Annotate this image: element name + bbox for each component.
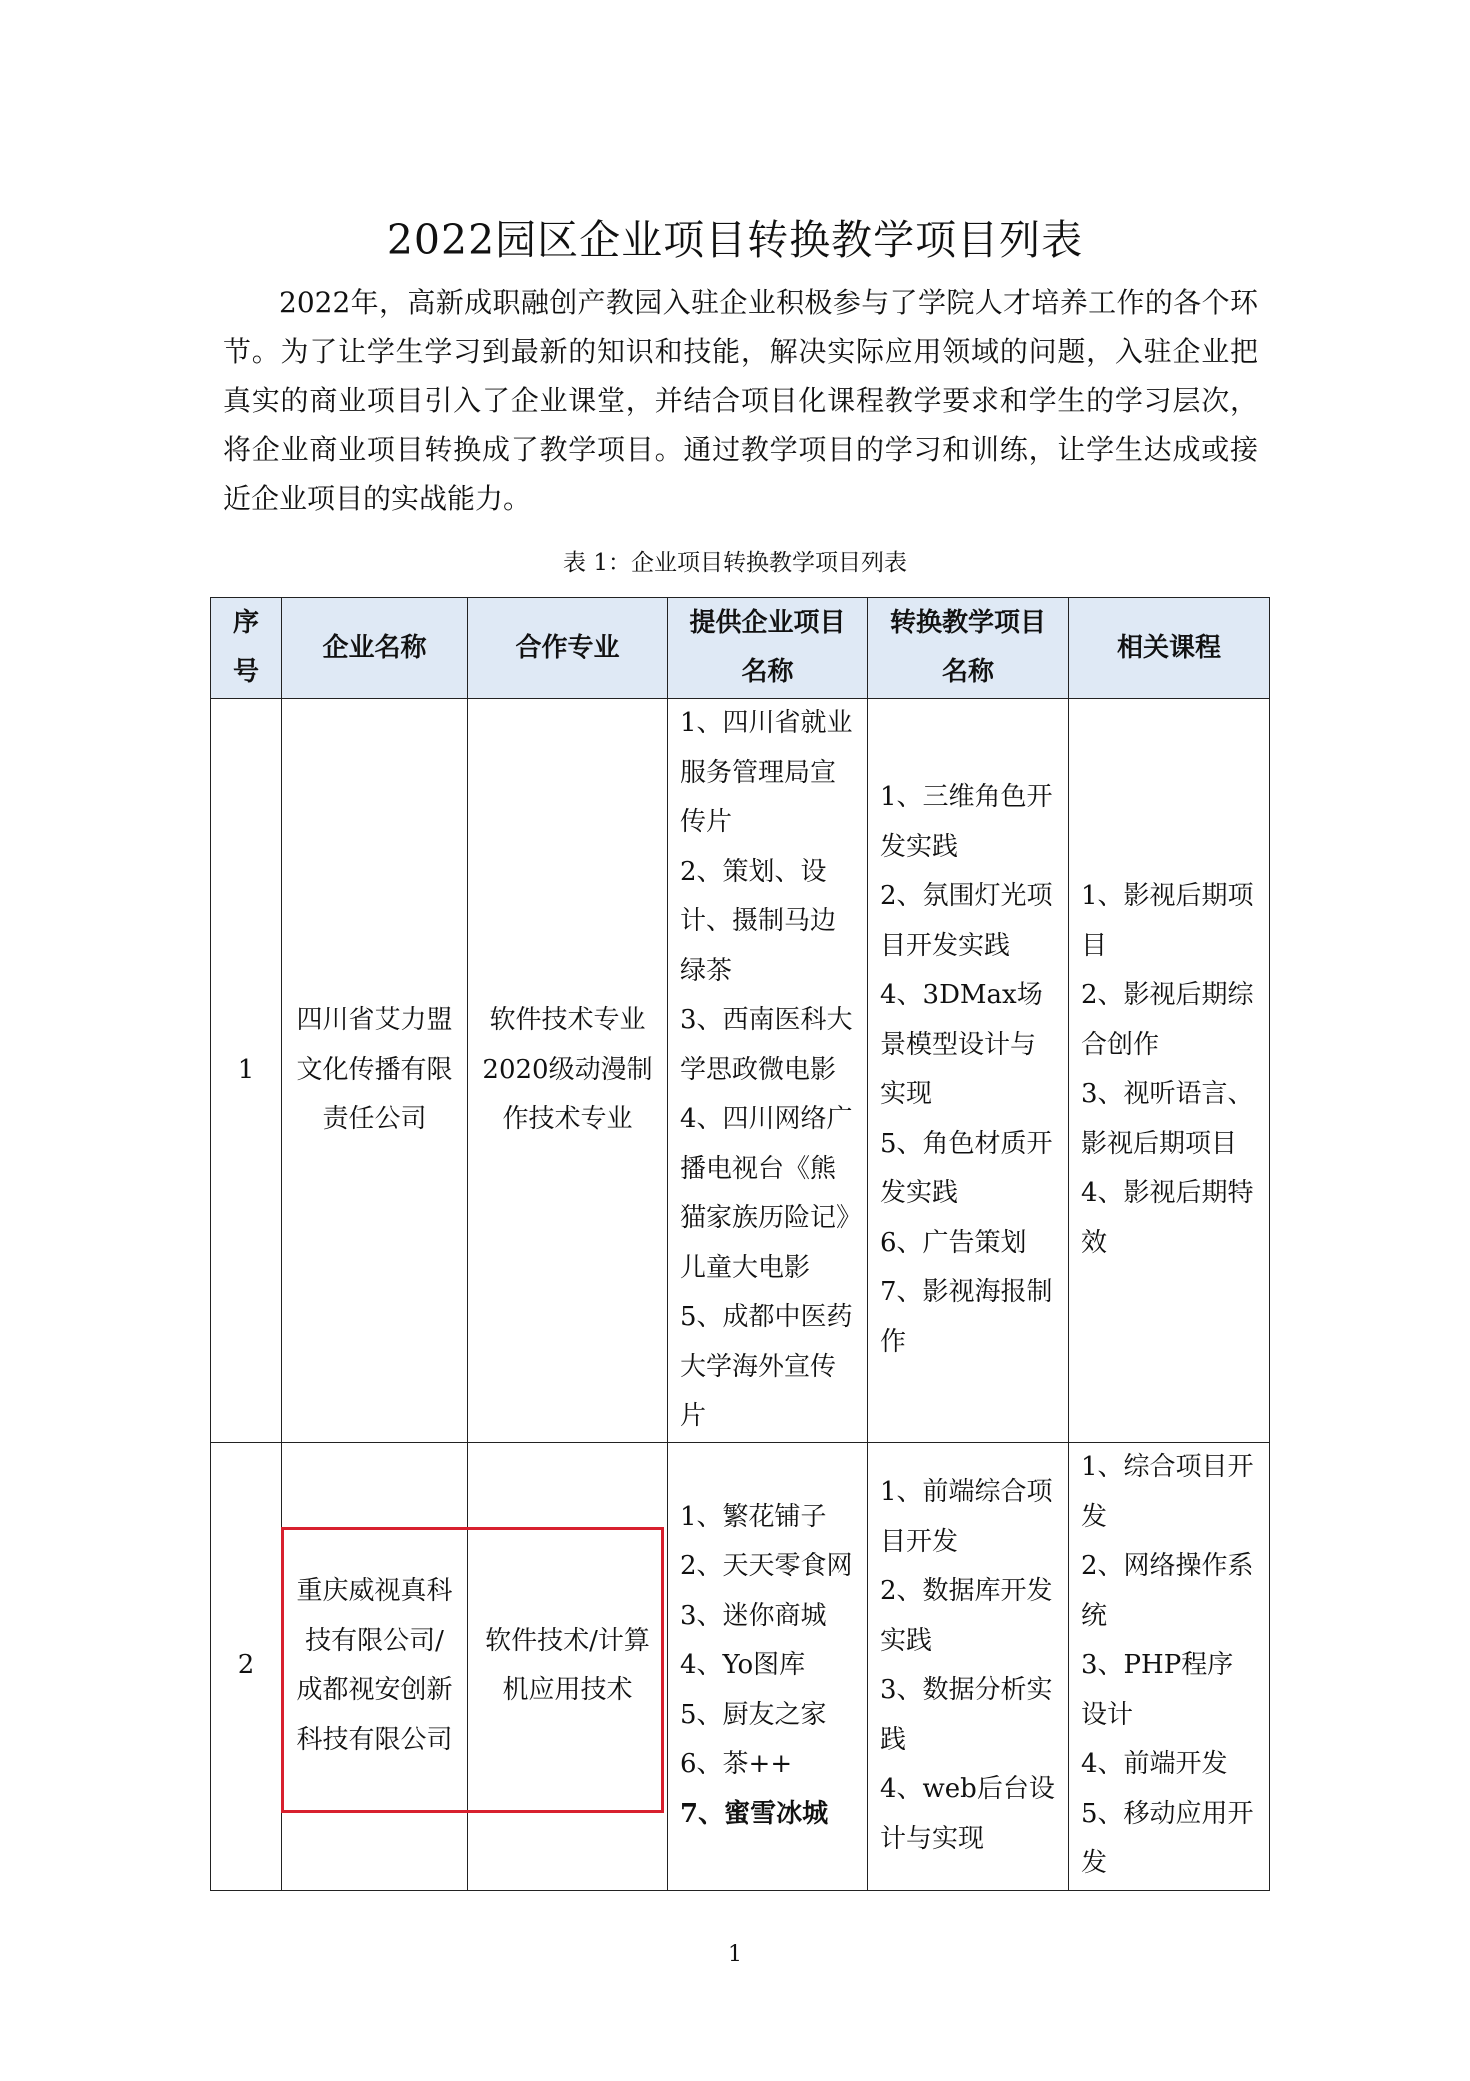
- list-item: 4、Yo图库: [680, 1650, 806, 1681]
- list-item: 1、综合项目开发: [1081, 1452, 1254, 1532]
- list-item: 4、四川网络广播电视台《熊猫家族历险记》儿童大电影: [680, 1104, 853, 1283]
- row-teaching-projects: [868, 699, 1069, 1443]
- list-item: 1、影视后期项目: [1081, 881, 1254, 961]
- list-item: 1、繁花铺子: [680, 1501, 827, 1532]
- list-item: 3、视听语言、影视后期项目: [1081, 1079, 1254, 1159]
- list-item: 4、3DMax场景模型设计与实现: [880, 980, 1043, 1110]
- row-company: 重庆威视真科技有限公司/成都视安创新科技有限公司: [282, 1442, 468, 1890]
- list-item: 1、前端综合项目开发: [880, 1477, 1053, 1557]
- table-caption: 表 1：企业项目转换教学项目列表: [563, 550, 907, 576]
- list-item: 5、成都中医药大学海外宣传片: [680, 1302, 853, 1431]
- row-enterprise-projects: [668, 699, 868, 1443]
- header-index-line1: 序: [232, 608, 259, 638]
- header-courses: 相关课程: [1069, 598, 1270, 699]
- header-enterprise-projects-line2: 名称: [741, 657, 794, 687]
- row-major: 软件技术/计算机应用技术: [468, 1442, 668, 1890]
- list-item: 3、PHP程序设计: [1081, 1650, 1234, 1730]
- list-item: 2、氛围灯光项目开发实践: [880, 881, 1053, 961]
- list-item: 2、策划、设计、摄制马边绿茶: [680, 856, 837, 986]
- list-item: 7、蜜雪冰城: [680, 1798, 829, 1829]
- row-major: 软件技术专业2020级动漫制作技术专业: [468, 699, 668, 1443]
- row-teaching-projects: [868, 1442, 1069, 1890]
- header-teaching-projects-line2: 名称: [941, 657, 994, 687]
- header-index: [211, 598, 282, 699]
- header-enterprise-projects: [668, 598, 868, 699]
- list-item: 1、三维角色开发实践: [880, 782, 1053, 862]
- list-item: 7、影视海报制作: [880, 1277, 1053, 1357]
- table-header-row: [211, 598, 1270, 699]
- header-major: 合作专业: [468, 598, 668, 699]
- list-item: 3、迷你商城: [680, 1600, 827, 1631]
- table-row: [211, 1442, 1270, 1890]
- list-item: 1、四川省就业服务管理局宣传片: [680, 708, 853, 837]
- list-item: 3、西南医科大学思政微电影: [680, 1005, 853, 1085]
- row-enterprise-projects: [668, 1442, 868, 1890]
- list-item: 3、数据分析实践: [880, 1675, 1053, 1755]
- list-item: 4、前端开发: [1081, 1749, 1228, 1780]
- list-item: 2、影视后期综合创作: [1081, 980, 1254, 1060]
- row-index: 1: [211, 699, 282, 1443]
- row-courses: [1069, 699, 1270, 1443]
- header-index-line2: 号: [232, 657, 259, 687]
- row-courses: [1069, 1442, 1270, 1890]
- list-item: 5、角色材质开发实践: [880, 1128, 1053, 1209]
- list-item: 5、厨友之家: [680, 1699, 827, 1730]
- list-item: 2、数据库开发实践: [880, 1576, 1053, 1656]
- header-company: 企业名称: [282, 598, 468, 699]
- list-item: 6、茶++: [680, 1749, 793, 1780]
- header-teaching-projects-line1: 转换教学项目: [889, 608, 1046, 638]
- list-item: 5、移动应用开发: [1081, 1798, 1254, 1879]
- table-row: [211, 699, 1270, 1443]
- list-item: 2、网络操作系统: [1081, 1551, 1254, 1631]
- list-item: 6、广告策划: [880, 1227, 1027, 1258]
- list-item: 4、web后台设计与实现: [880, 1774, 1055, 1854]
- projects-table: [210, 597, 1270, 1891]
- list-item: 2、天天零食网: [680, 1551, 853, 1582]
- page-number: 1: [728, 1942, 742, 1967]
- row-index: 2: [211, 1442, 282, 1890]
- intro-paragraph: 2022年，高新成职融创产教园入驻企业积极参与了学院人才培养工作的各个环节。为了让学生学习到最新的知识和技能，解决实际应用领域的问题，入驻企业把真实的商业项目引入了企业课堂，并结合项目化课程教学要求和学生的学习层次，将企业商业项目转换成了教学项目。通过教学项目的学习和训练，让学生达成或接近企业项目的实战能力。: [223, 286, 1258, 515]
- page-title: 2022园区企业项目转换教学项目列表: [386, 216, 1084, 265]
- row-company: 四川省艾力盟文化传播有限责任公司: [282, 699, 468, 1443]
- header-enterprise-projects-line1: 提供企业项目: [689, 608, 846, 638]
- list-item: 4、影视后期特效: [1081, 1178, 1254, 1258]
- header-teaching-projects: [868, 598, 1069, 699]
